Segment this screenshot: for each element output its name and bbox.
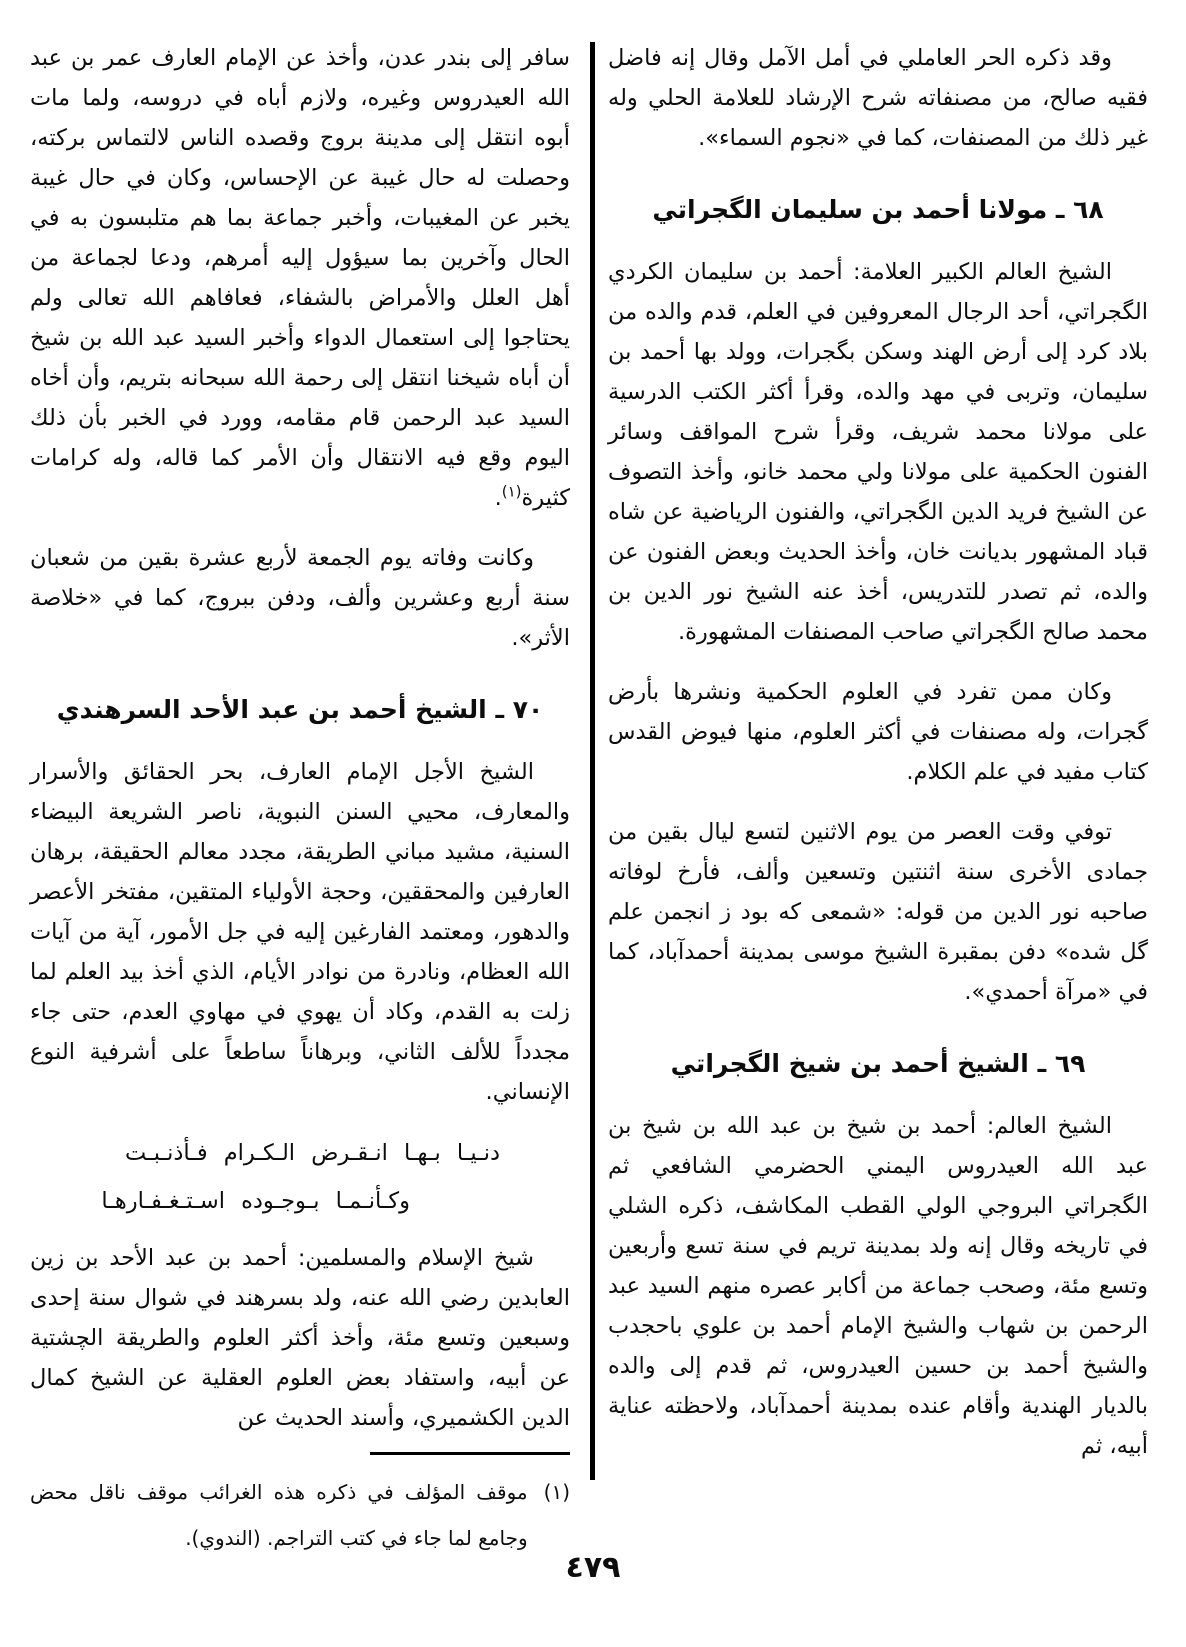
paragraph-sirhindi-titles: الشيخ الأجل الإمام العارف، بحر الحقائق والأسرار والمعارف، محيي السنن النبوية، ناصر الشريعة البيضاء السنية، مشيد مباني الطريقة، مجدد معالم الحقيقة، برهان العارفين والمحققين، وحجة الأولياء المتقين، مفتخر الأعصر والدهور، ومعتمد الفارغين إليه في جل الأمور، آية من آيات الله العظام، ونادرة من نوادر الأيام، الذي أخذ بيد العلم لما زلت به القدم، وكاد أن يهوي في مهاوي العدم، حتى جاء مجدداً للألف الثاني، وبرهاناً ساطعاً على أشرفية النوع الإنساني. <box>30 759 570 1105</box>
left-column <box>30 38 570 1458</box>
paragraph-ahmad-sulayman-death: توفي وقت العصر من يوم الاثنين لتسع ليال بقين من جمادى الأخرى سنة اثنتين وتسعين وألف، فأرخ لوفاته صاحبه نور الدين من قوله: «شمعى كه بود ز انجمن علم گل شده» دفن بمقبرة الشيخ موسى بمدينة أحمدآباد، كما في «مرآة أحمدي». <box>608 819 1148 1005</box>
entry-heading-69: ٦٩ ـ الشيخ أحمد بن شيخ الگجراتي <box>670 1049 1086 1078</box>
footnote-divider-rule <box>370 1452 570 1455</box>
poetry-verse-2: وكـأنـمـا بـوجـوده اسـتـغـفـارهـا <box>101 1188 410 1214</box>
paragraph-ahmad-sulayman-works: وكان ممن تفرد في العلوم الحكمية ونشرها بأرض گجرات، وله مصنفات في أكثر العلوم، منها فيوض القدس كتاب مفيد في علم الكلام. <box>608 679 1148 785</box>
entry-heading-70: ٧٠ ـ الشيخ أحمد بن عبد الأحد السرهندي <box>56 695 544 724</box>
paragraph-text: سافر إلى بندر عدن، وأخذ عن الإمام العارف عمر بن عبد الله العيدروس وغيره، ولازم أباه في دروسه، ولما مات أبوه انتقل إلى مدينة بروج وقصده الناس لالتماس بركته، وحصلت له حال غيبة عن الإحساس، وكان في حال غيبة يخبر عن المغيبات، وأخبر جماعة بما هم متلبسون به في الحال وآخرين بما سيؤول إليه أمرهم، ودعا لجماعة من أهل العلل والأمراض بالشفاء، فعافاهم الله تعالى ولم يحتاجوا إلى استعمال الدواء وأخبر السيد عبد الله بن شيخ أن أباه شيخنا انتقل إلى رحمة الله سبحانه بتريم، وأن أخاه السيد عبد الرحمن قام مقامه، وورد في الخبر بأن ذلك اليوم وقع فيه الانتقال وأن الأمر كما قاله، وله كرامات كثيرة <box>30 45 570 511</box>
paragraph-period: . <box>494 485 502 511</box>
paragraph-aydarus-death: وكانت وفاته يوم الجمعة لأربع عشرة بقين من شعبان سنة أربع وعشرين وألف، ودفن ببروج، كما في «خلاصة الأثر». <box>30 545 570 651</box>
page-number: ٤٧٩ <box>565 1550 621 1585</box>
column-divider-rule <box>590 42 595 1480</box>
paragraph-ahmad-shaykh-bio: الشيخ العالم: أحمد بن شيخ بن عبد الله بن شيخ بن عبد الله العيدروس اليمني الحضرمي الشافعي ثم الگجراتي البروجي الولي القطب المكاشف، ذكره الشلي في تاريخه وقال إنه ولد بمدينة تريم في سنة تسع وأربعين وتسع مئة، وصحب جماعة من أكابر عصره منهم السيد عبد الرحمن بن شهاب والشيخ الإمام أحمد بن علوي باحجدب والشيخ أحمد بن حسين العيدروس، ثم قدم إلى والده بالديار الهندية وأقام عنده بمدينة أحمدآباد، ولاحظته عناية أبيه، ثم <box>608 1113 1148 1459</box>
footnote-reference-1: (١) <box>501 482 522 501</box>
entry-heading-68: ٦٨ ـ مولانا أحمد بن سليمان الگجراتي <box>652 195 1104 224</box>
footnote-marker: (١) <box>543 1480 570 1504</box>
footnote-text: موقف المؤلف في ذكره هذه الغرائب موقف ناقل محض وجامع لما جاء في كتب التراجم. (الندوي). <box>30 1480 528 1550</box>
paragraph-hurr-amili: وقد ذكره الحر العاملي في أمل الآمل وقال إنه فاضل فقيه صالح، من مصنفاته شرح الإرشاد للعلامة الحلي وله غير ذلك من المصنفات، كما في «نجوم السماء». <box>608 45 1148 151</box>
right-column <box>608 38 1148 1486</box>
paragraph-aydarus-continuation <box>30 38 570 518</box>
poetry-verse-1: دنـيـا بـهـا انـقـرض الـكـرام فـأذنـبـت <box>125 1140 500 1166</box>
footnote-entry <box>30 1469 570 1561</box>
paragraph-ahmad-sulayman-bio: الشيخ العالم الكبير العلامة: أحمد بن سليمان الكردي الگجراتي، أحد الرجال المعروفين في العلم، قدم والده من بلاد كرد إلى أرض الهند وسكن بگجرات، وولد بها أحمد بن سليمان، وتربى في مهد والده، وقرأ أكثر الكتب الدرسية على مولانا محمد شريف، وقرأ شرح المواقف وسائر الفنون الحكمية على مولانا ولي محمد خانو، وأخذ التصوف عن الشيخ فريد الدين الگجراتي، والفنون الرياضية عن شاه قباد المشهور بديانت خان، وأخذ الحديث وبعض الفنون عن والده، ثم تصدر للتدريس، أخذ عنه الشيخ نور الدين بن محمد صالح الگجراتي صاحب المصنفات المشهورة. <box>608 259 1148 645</box>
footnote-area <box>30 1452 570 1561</box>
paragraph-sirhindi-bio: شيخ الإسلام والمسلمين: أحمد بن عبد الأحد بن زين العابدين رضي الله عنه، ولد بسرهند في شوال سنة إحدى وسبعين وتسع مئة، وأخذ أكثر العلوم والطريقة الچشتية عن أبيه، واستفاد بعض العلوم العقلية عن الشيخ كمال الدين الكشميري، وأسند الحديث عن <box>30 1245 570 1431</box>
